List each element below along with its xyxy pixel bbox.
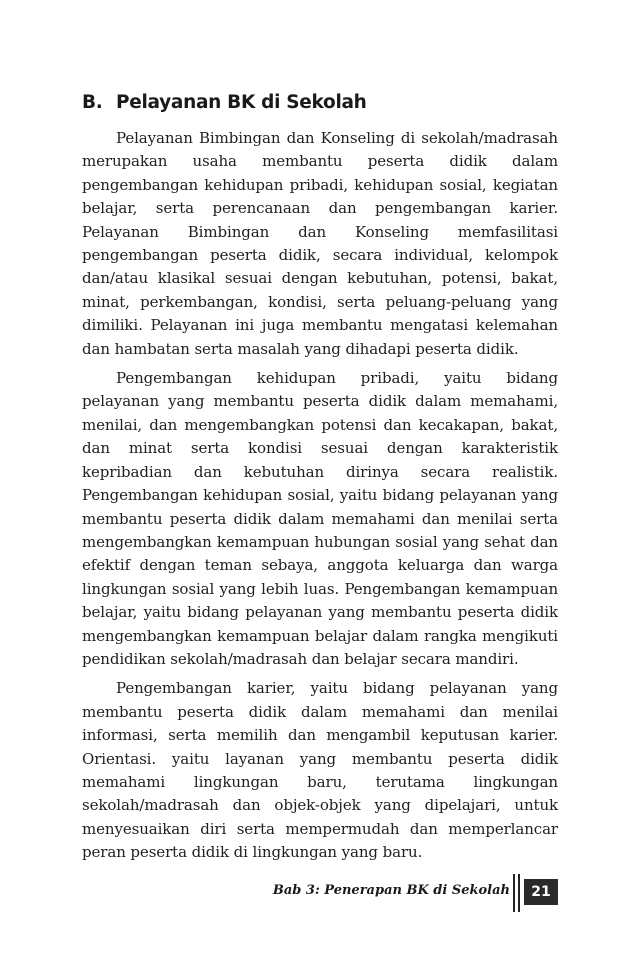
section-heading	[82, 92, 367, 113]
paragraph-3: Pengembangan karier, yaitu bidang pelayanan yang membantu peserta didik dalam memahami dan menilai informasi, serta memilih dan mengambil keputusan karier. Orientasi. yaitu layanan yang membantu peserta didik memahami lingkungan baru, terutama lingkungan sekolah/madrasah dan objek-objek yang dipelajari, untuk menyesuaikan diri serta mempermudah dan memperlancar peran peserta didik di lingkungan yang baru.	[82, 679, 558, 862]
footer-chapter-title: Bab 3: Penerapan BK di Sekolah	[272, 883, 510, 898]
footer-divider-line	[513, 874, 515, 912]
paragraph-2: Pengembangan kehidupan pribadi, yaitu bidang pelayanan yang membantu peserta didik dalam memahami, menilai, dan mengembangkan potensi dan kecakapan, bakat, dan minat serta kondisi sesuai dengan karakteristik kepribadian dan kebutuhan dirinya secara realistik. Pengembangan kehidupan sosial, yaitu bidang pelayanan yang membantu peserta didik dalam memahami dan menilai serta mengembangkan kemampuan hubungan sosial yang sehat dan efektif dengan teman sebaya, anggota keluarga dan warga lingkungan sosial yang lebih luas. Pengembangan kemampuan belajar, yaitu bidang pelayanan yang membantu peserta didik mengembangkan kemampuan belajar dalam rangka mengikuti pendidikan sekolah/madrasah dan belajar secara mandiri.	[82, 369, 558, 668]
section-number: B.	[82, 92, 103, 113]
section-title: Pelayanan BK di Sekolah	[116, 92, 367, 113]
page-number: 21	[524, 879, 558, 905]
body-text	[82, 127, 558, 871]
paragraph-1: Pelayanan Bimbingan dan Konseling di sekolah/madrasah merupakan usaha membantu peserta didik dalam pengembangan kehidupan pribadi, kehidupan sosial, kegiatan belajar, serta perencanaan dan pengembangan karier. Pelayanan Bimbingan dan Konseling memfasilitasi pengembangan peserta didik, secara individual, kelompok dan/atau klasikal sesuai dengan kebutuhan, potensi, bakat, minat, perkembangan, kondisi, serta peluang-peluang yang dimiliki. Pelayanan ini juga membantu mengatasi kelemahan dan hambatan serta masalah yang dihadapi peserta didik.	[82, 129, 558, 358]
footer-divider-line	[518, 874, 520, 912]
